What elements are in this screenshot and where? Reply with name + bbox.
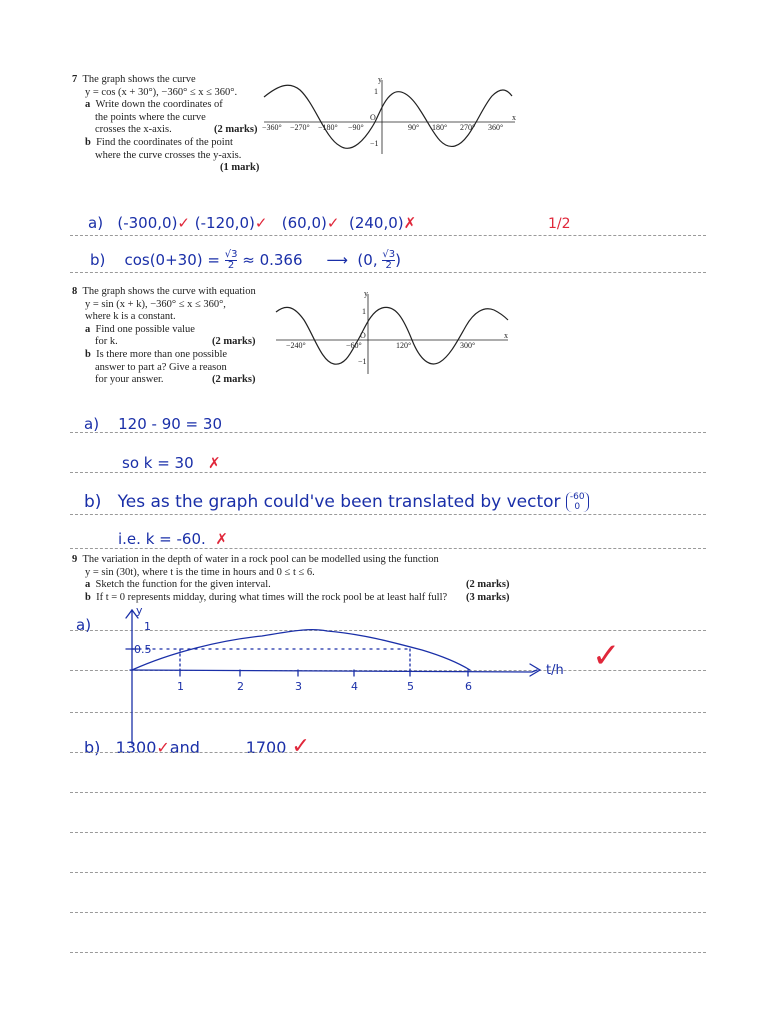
q7-y-tick-1: 1 <box>374 87 378 96</box>
q7-b-work: cos(0+30) = <box>124 251 220 269</box>
cross-icon: ✗ <box>207 454 221 472</box>
answer-line <box>70 235 706 236</box>
q7-a-point: (-300,0) <box>117 214 178 232</box>
q7-a-point: (-120,0) <box>194 214 255 232</box>
q7-b-marks: (1 mark) <box>220 162 260 174</box>
q8-a-line2: for k. <box>95 336 118 348</box>
q8-x-tick: −60° <box>346 341 362 350</box>
q8-graph <box>272 290 512 378</box>
q9-sketch-t-axis <box>130 670 537 672</box>
q9-sketch-x-tick: 2 <box>237 680 244 693</box>
q8-b-vec-top: -60 <box>569 492 585 502</box>
q8-b-marks: (2 marks) <box>212 374 256 386</box>
q9-b-label: b) <box>84 738 101 757</box>
answer-line <box>70 548 706 549</box>
q8-x-tick: 120° <box>396 341 412 350</box>
q7-x-label: x <box>512 113 516 122</box>
q7-question <box>72 74 262 175</box>
q7-b-approx: ≈ 0.366 <box>242 251 303 269</box>
q7-a-line1: Write down the coordinates of <box>95 99 223 111</box>
q7-x-tick: 90° <box>408 123 420 132</box>
q7-a-marks: (2 marks) <box>214 124 258 136</box>
answer-line <box>70 432 706 433</box>
q7-answer-a <box>88 214 416 232</box>
q7-b-label: b) <box>90 251 106 269</box>
q8-x-label: x <box>504 331 508 340</box>
q9-b-time2: 1700 <box>245 738 287 757</box>
q9-a-label: a) <box>76 616 92 634</box>
answer-line <box>70 514 706 515</box>
q7-a-letter: a <box>85 99 91 111</box>
q9-a-marks: (2 marks) <box>466 579 510 591</box>
q7-y-label: y <box>378 75 382 84</box>
q7-a-score: 1/2 <box>548 216 571 232</box>
arrow-right-icon <box>530 664 540 676</box>
q7-graph <box>260 76 520 156</box>
q7-a-point: (240,0) <box>348 214 404 232</box>
q7-intro: The graph shows the curve <box>82 74 196 85</box>
q9-a-text: Sketch the function for the given interval. <box>95 579 271 591</box>
q7-a-line2: the points where the curve <box>95 111 206 123</box>
q8-y-tick-neg1: −1 <box>358 357 367 366</box>
q9-b-letter: b <box>85 591 91 603</box>
q9-a-letter: a <box>85 579 91 591</box>
answer-line <box>70 752 706 753</box>
q8-answer-b-line2 <box>118 530 228 548</box>
q7-x-tick: 270° <box>460 123 476 132</box>
q7-x-tick: −360° <box>262 123 282 132</box>
check-icon: ✓ <box>156 738 170 757</box>
answer-line <box>70 872 706 873</box>
q9-question <box>72 554 512 604</box>
q9-b-text: If t = 0 represents midday, during what times will the rock pool be at least half full? <box>96 591 448 603</box>
q7-x-tick: 360° <box>488 123 504 132</box>
answer-line <box>70 792 706 793</box>
q7-a-label: a) <box>88 214 104 232</box>
check-icon: ✓ <box>592 636 621 676</box>
q7-b-letter: b <box>85 136 91 148</box>
q8-b-text: Yes as the graph could've been translated by vector <box>117 492 561 512</box>
q7-a-point: (60,0) <box>281 214 327 232</box>
q7-b-line1: Find the coordinates of the point <box>96 136 233 148</box>
q9-sketch-y-label: y <box>136 604 143 617</box>
q8-equation: y = sin (x + k), −360° ≤ x ≤ 360°, <box>85 298 226 310</box>
q7-x-tick: −90° <box>348 123 364 132</box>
q7-b-result-close: ) <box>395 251 401 269</box>
check-icon: ✓ <box>177 214 190 232</box>
q8-a-work: 120 - 90 = 30 <box>118 415 222 433</box>
check-icon: ✓ <box>326 214 340 232</box>
q7-b-frac-num: √3 <box>224 249 238 260</box>
q7-equation: y = cos (x + 30°), −360° ≤ x ≤ 360°. <box>85 86 238 98</box>
q9-sketch-curve <box>132 630 470 670</box>
q8-intro: The graph shows the curve with equation <box>82 286 256 297</box>
answer-line <box>70 272 706 273</box>
q8-a-label: a) <box>84 415 100 433</box>
q8-x-tick: 300° <box>460 341 476 350</box>
arrow-right-icon: ⟶ <box>326 251 348 269</box>
q7-a-line3: crosses the x-axis. <box>95 124 172 136</box>
q7-x-tick: −270° <box>290 123 310 132</box>
q8-x-tick: −240° <box>286 341 306 350</box>
q8-where: where k is a constant. <box>85 311 176 323</box>
q7-b-result-den: 2 <box>385 260 392 271</box>
q9-sketch-x-label: t/h <box>546 663 564 678</box>
q9-sketch <box>112 606 652 746</box>
q8-y-tick-1: 1 <box>362 307 366 316</box>
answer-line <box>70 472 706 473</box>
q7-b-result-num: √3 <box>382 249 396 260</box>
q8-curve <box>276 307 508 364</box>
q7-y-tick-neg1: −1 <box>370 139 379 148</box>
q8-b-letter: b <box>85 348 91 360</box>
q7-b-result-open: (0, <box>357 251 378 269</box>
q9-sketch-x-tick: 5 <box>407 680 414 693</box>
q8-a-marks: (2 marks) <box>212 336 256 348</box>
q7-x-tick: 180° <box>432 123 448 132</box>
q9-number: 9 <box>72 554 78 565</box>
q8-a-letter: a <box>85 323 91 335</box>
q9-sketch-x-tick: 4 <box>351 680 358 693</box>
q8-question <box>72 286 267 387</box>
answer-line <box>70 832 706 833</box>
q8-b-line2: answer to part a? Give a reason <box>95 361 227 373</box>
q9-sketch-y-half: 0.5 <box>134 643 152 656</box>
q8-b-line3: for your answer. <box>95 374 164 386</box>
check-icon: ✓ <box>291 734 310 759</box>
q9-sketch-y-top: 1 <box>144 620 151 633</box>
cross-icon: ✗ <box>403 214 417 232</box>
answer-line <box>70 912 706 913</box>
q8-b-line1: Is there more than one possible <box>96 348 228 360</box>
q8-b-vec-bot: 0 <box>574 502 581 512</box>
q8-b-line2: i.e. k = -60. <box>118 530 206 548</box>
q7-answer-b <box>90 250 401 271</box>
q9-line1: The variation in the depth of water in a rock pool can be modelled using the function <box>82 554 439 565</box>
cross-icon: ✗ <box>215 530 228 548</box>
q7-curve <box>264 85 512 148</box>
q9-answer-b <box>84 734 310 759</box>
answer-line <box>70 952 706 953</box>
check-icon: ✓ <box>254 214 268 232</box>
q8-y-label: y <box>364 289 368 298</box>
q9-b-and: and <box>169 738 200 757</box>
q8-b-label: b) <box>84 492 102 512</box>
q9-line2: y = sin (30t), where t is the time in hours and 0 ≤ t ≤ 6. <box>85 566 315 578</box>
q8-answer-a <box>84 415 222 433</box>
q8-a-conclusion: so k = 30 <box>122 454 194 472</box>
q7-origin: O <box>370 113 376 122</box>
q7-number: 7 <box>72 74 78 85</box>
q9-b-marks: (3 marks) <box>466 591 510 603</box>
q9-sketch-x-tick: 3 <box>295 680 302 693</box>
q8-answer-b <box>84 492 589 512</box>
q7-b-line2: where the curve crosses the y-axis. <box>95 149 242 161</box>
q9-sketch-x-tick: 1 <box>177 680 184 693</box>
q7-x-tick: −180° <box>318 123 338 132</box>
q8-origin: O <box>360 331 366 340</box>
q7-b-frac-den: 2 <box>227 260 235 271</box>
q9-b-time1: 1300 <box>115 738 157 757</box>
q8-answer-a-conclusion <box>122 454 221 472</box>
q8-number: 8 <box>72 286 78 297</box>
q9-sketch-x-tick: 6 <box>465 680 472 693</box>
q8-a-line1: Find one possible value <box>95 323 195 335</box>
